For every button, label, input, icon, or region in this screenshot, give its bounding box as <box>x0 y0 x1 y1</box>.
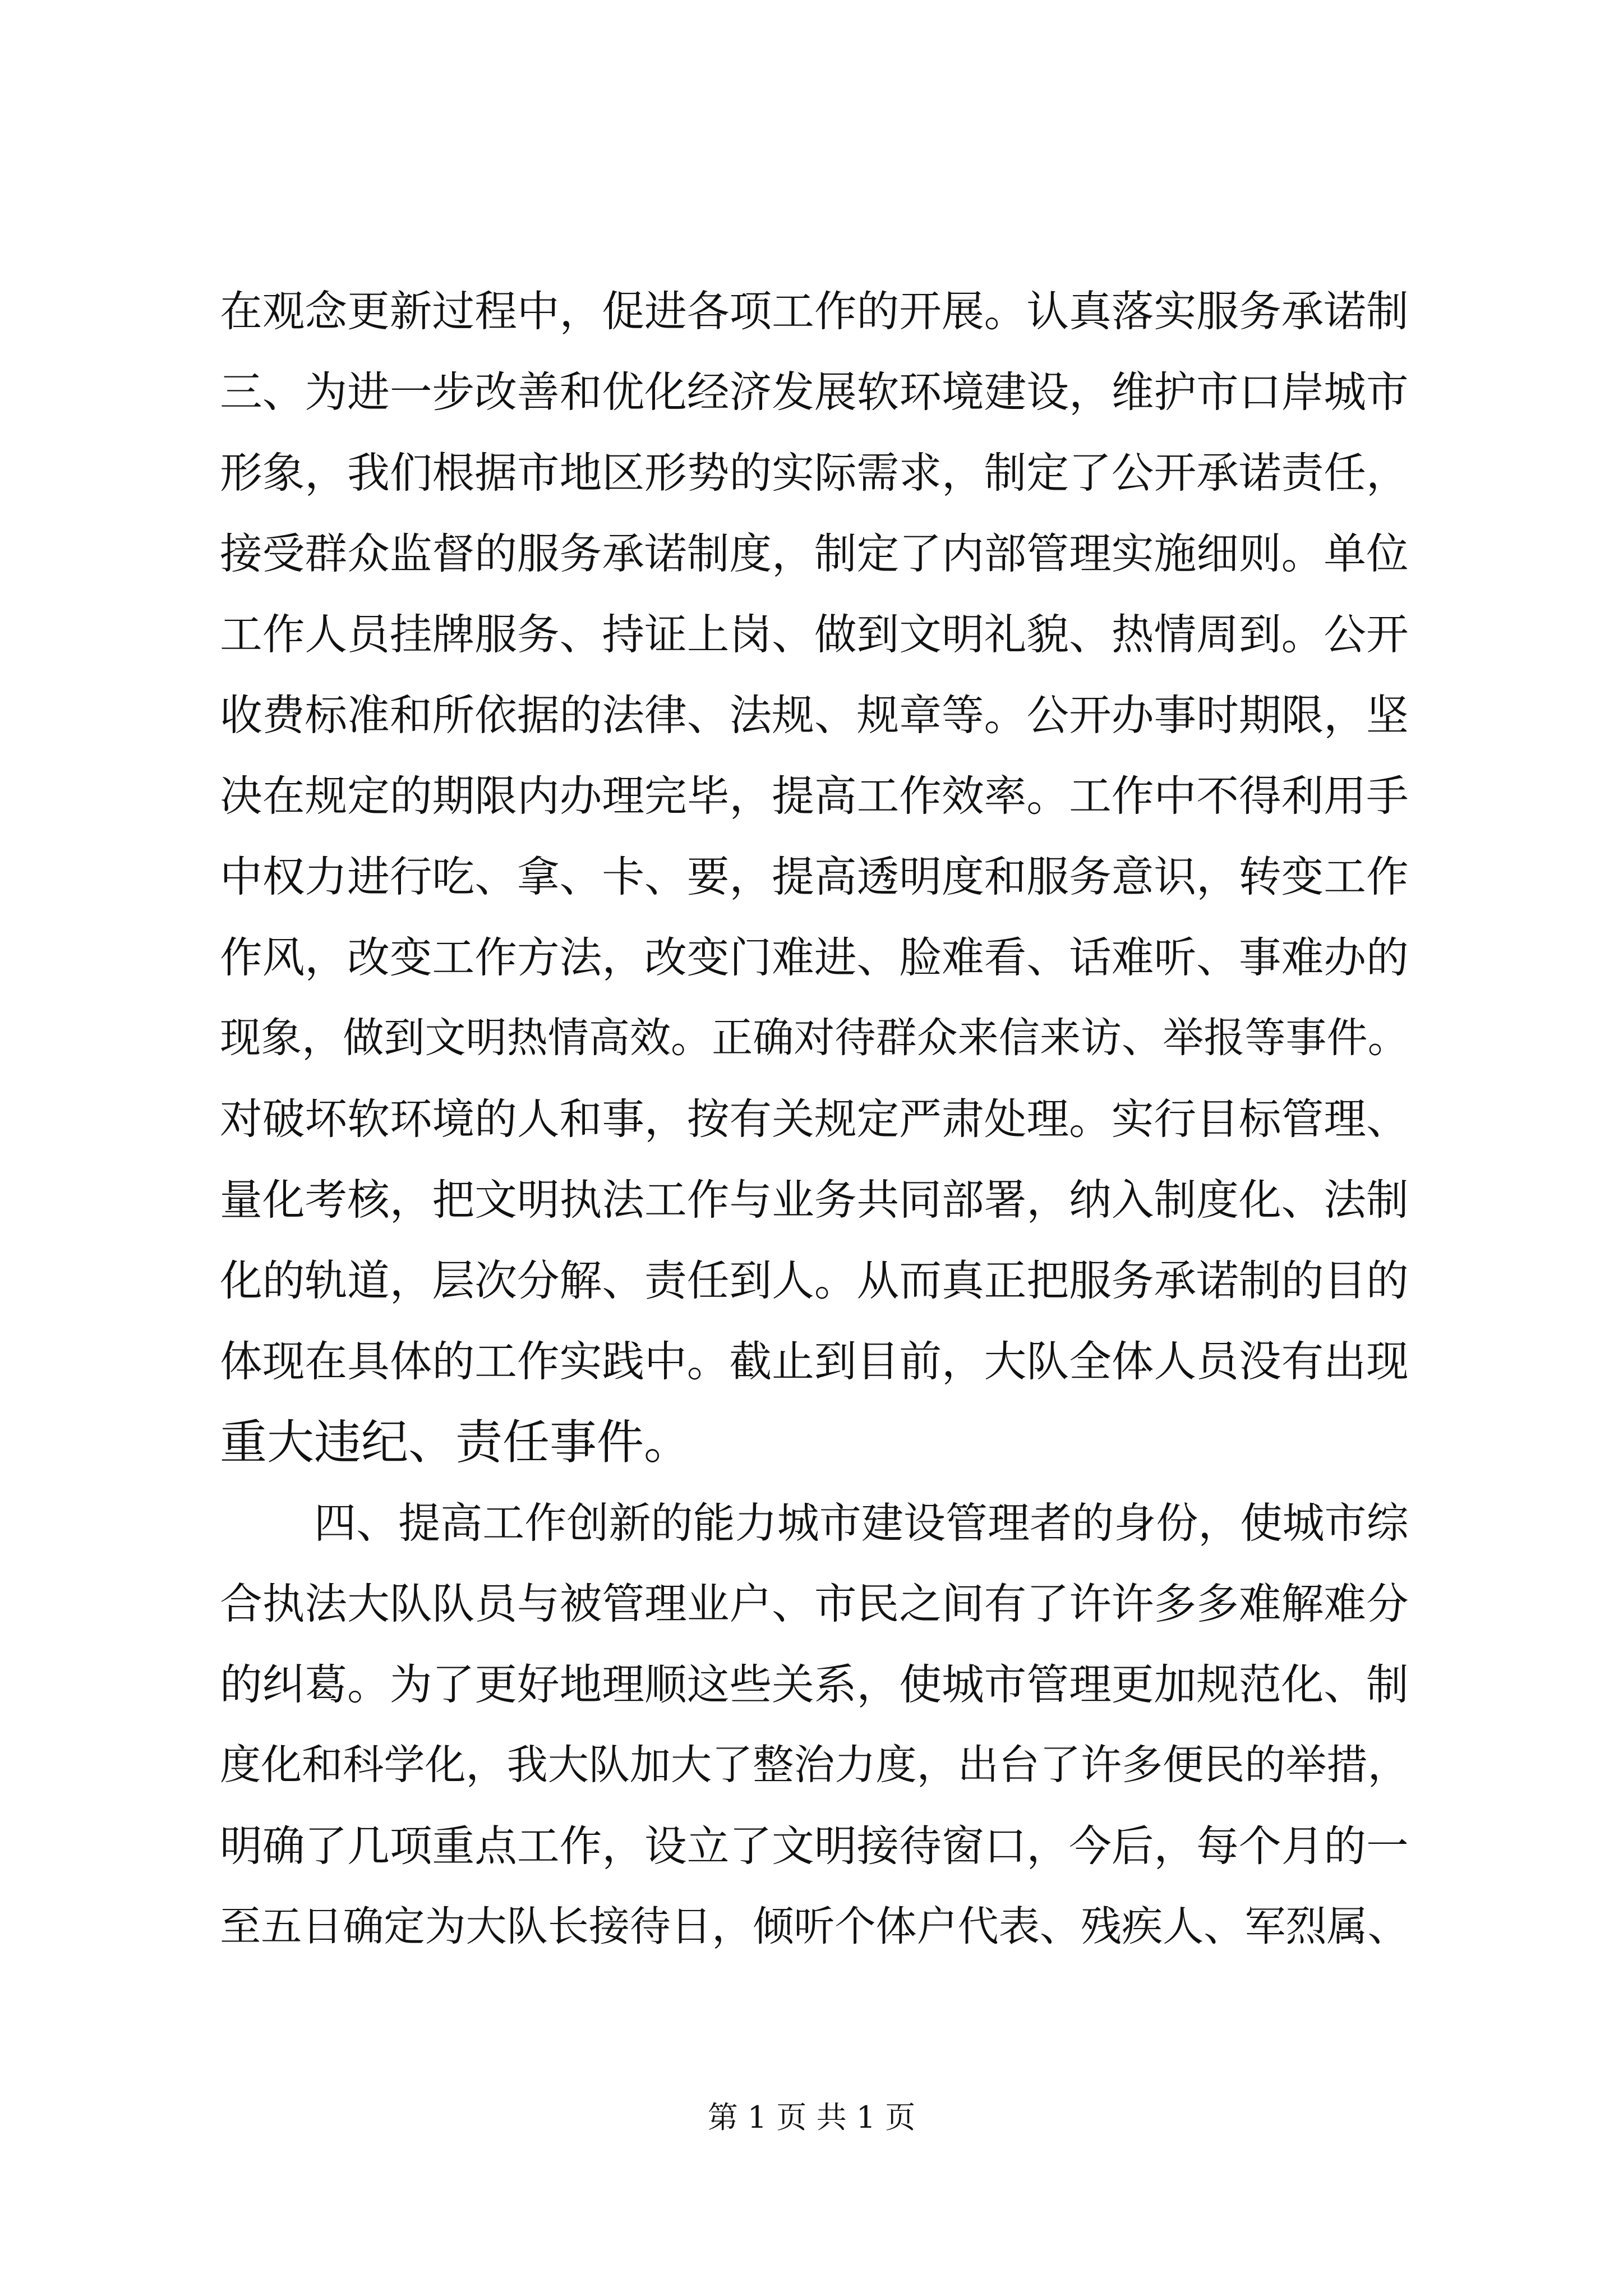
text-line: 中权力进行吃、拿、卡、要，提高透明度和服务意识，转变工作 <box>220 852 1409 901</box>
text-line: 度化和科学化，我大队加大了整治力度，出台了许多便民的举措， <box>220 1741 1409 1789</box>
text-line: 体现在具体的工作实践中。截止到目前，大队全体人员没有出现 <box>220 1337 1409 1386</box>
text-line: 重大违纪、责任事件。 <box>220 1415 691 1470</box>
page-footer: 第 1 页 共 1 页 <box>707 2100 916 2135</box>
text-line: 作风，改变工作方法，改变门难进、脸难看、话难听、事难办的 <box>220 933 1409 982</box>
text-line: 量化考核，把文明执法工作与业务共同部署，纳入制度化、法制 <box>220 1175 1409 1225</box>
text-line: 的纠葛。为了更好地理顺这些关系，使城市管理更加规范化、制 <box>220 1660 1409 1709</box>
text-line: 至五日确定为大队长接待日，倾听个体户代表、残疾人、军烈属、 <box>220 1903 1409 1950</box>
text-line: 化的轨道，层次分解、责任到人。从而真正把服务承诺制的目的 <box>220 1256 1409 1305</box>
text-line: 在观念更新过程中，促进各项工作的开展。认真落实服务承诺制 <box>220 287 1409 336</box>
text-line: 合执法大队队员与被管理业户、市民之间有了许许多多难解难分 <box>220 1579 1409 1628</box>
text-line: 决在规定的期限内办理完毕，提高工作效率。工作中不得利用手 <box>220 771 1409 821</box>
text-line: 现象，做到文明热情高效。正确对待群众来信来访、举报等事件。 <box>220 1014 1409 1062</box>
text-line: 收费标准和所依据的法律、法规、规章等。公开办事时期限，坚 <box>220 691 1409 740</box>
text-line: 明确了几项重点工作，设立了文明接待窗口，今后，每个月的一 <box>220 1821 1409 1871</box>
text-line: 形象，我们根据市地区形势的实际需求，制定了公开承诺责任， <box>220 448 1409 498</box>
paragraph-first-line: 四、提高工作创新的能力城市建设管理者的身份，使城市综 <box>314 1498 1409 1548</box>
text-line: 三、为进一步改善和优化经济发展软环境建设，维护市口岸城市 <box>220 367 1409 417</box>
text-line: 工作人员挂牌服务、持证上岗、做到文明礼貌、热情周到。公开 <box>220 610 1409 659</box>
text-line: 对破坏软环境的人和事，按有关规定严肃处理。实行目标管理、 <box>220 1094 1409 1144</box>
text-line: 接受群众监督的服务承诺制度，制定了内部管理实施细则。单位 <box>220 529 1409 578</box>
